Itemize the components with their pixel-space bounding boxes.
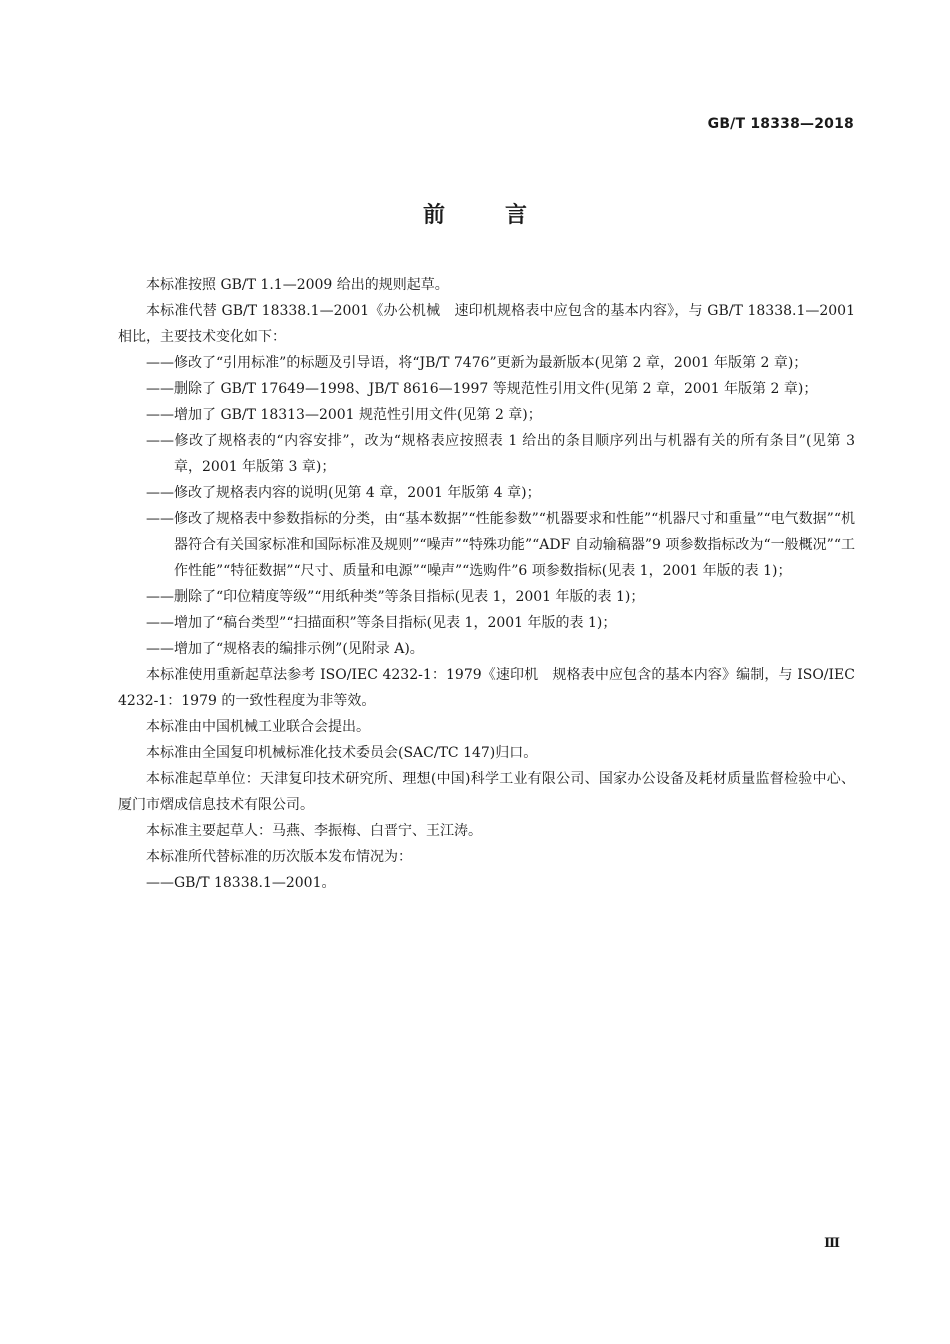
paragraph: 本标准由全国复印机械标准化技术委员会(SAC/TC 147)归口。 bbox=[146, 745, 538, 761]
history-item: ——GB/T 18338.1—2001。 bbox=[146, 875, 336, 891]
paragraph: 本标准起草单位：天津复印技术研究所、理想(中国)科学工业有限公司、国家办公设备及耗材质量监督检验中心、厦门市熠成信息技术有限公司。 bbox=[118, 771, 855, 813]
change-item: ——增加了“稿台类型”“扫描面积”等条目指标(见表 1，2001 年版的表 1)； bbox=[146, 615, 617, 631]
paragraph: 本标准所代替标准的历次版本发布情况为： bbox=[146, 849, 412, 865]
paragraph: 本标准代替 GB/T 18338.1—2001《办公机械 速印机规格表中应包含的基本内容》，与 GB/T 18338.1—2001 相比，主要技术变化如下： bbox=[118, 303, 855, 345]
change-item: ——增加了“规格表的编排示例”(见附录 A)。 bbox=[146, 641, 424, 657]
change-item: ——增加了 GB/T 18313—2001 规范性引用文件(见第 2 章)； bbox=[146, 407, 542, 423]
change-item: ——修改了规格表中参数指标的分类，由“基本数据”“性能参数”“机器要求和性能”“机器尺寸和重量”“电气数据”“机器符合有关国家标准和国际标准及规则”“噪声”“特殊功能”“ADF 自动输稿器”9 项参数指标改为“一般概况”“工作性能”“特征数据”“尺寸、质量和电源”“噪声”“选购件”6 项参数指标(见表 1，2001 年版的表 1)； bbox=[146, 511, 855, 579]
paragraph: 本标准按照 GB/T 1.1—2009 给出的规则起草。 bbox=[146, 277, 449, 293]
change-item: ——修改了规格表的“内容安排”，改为“规格表应按照表 1 给出的条目顺序列出与机器有关的所有条目”(见第 3 章，2001 年版第 3 章)； bbox=[146, 433, 855, 475]
change-item: ——修改了规格表内容的说明(见第 4 章，2001 年版第 4 章)； bbox=[146, 485, 541, 501]
paragraph: 本标准主要起草人：马燕、李振梅、白晋宁、王江涛。 bbox=[146, 823, 482, 839]
change-item: ——删除了“印位精度等级”“用纸种类”等条目指标(见表 1，2001 年版的表 1)； bbox=[146, 589, 645, 605]
standard-number: GB/T 18338—2018 bbox=[707, 116, 854, 132]
foreword-body bbox=[118, 272, 855, 896]
page-title: 前言 bbox=[422, 203, 587, 228]
paragraph: 本标准使用重新起草法参考 ISO/IEC 4232-1：1979《速印机 规格表中应包含的基本内容》编制，与 ISO/IEC 4232-1：1979 的一致性程度为非等效。 bbox=[118, 667, 855, 709]
page-number: Ⅲ bbox=[824, 1236, 840, 1251]
paragraph: 本标准由中国机械工业联合会提出。 bbox=[146, 719, 370, 735]
change-item: ——修改了“引用标准”的标题及引导语，将“JB/T 7476”更新为最新版本(见第 2 章，2001 年版第 2 章)； bbox=[146, 355, 808, 371]
change-item: ——删除了 GB/T 17649—1998、JB/T 8616—1997 等规范性引用文件(见第 2 章，2001 年版第 2 章)； bbox=[146, 381, 818, 397]
